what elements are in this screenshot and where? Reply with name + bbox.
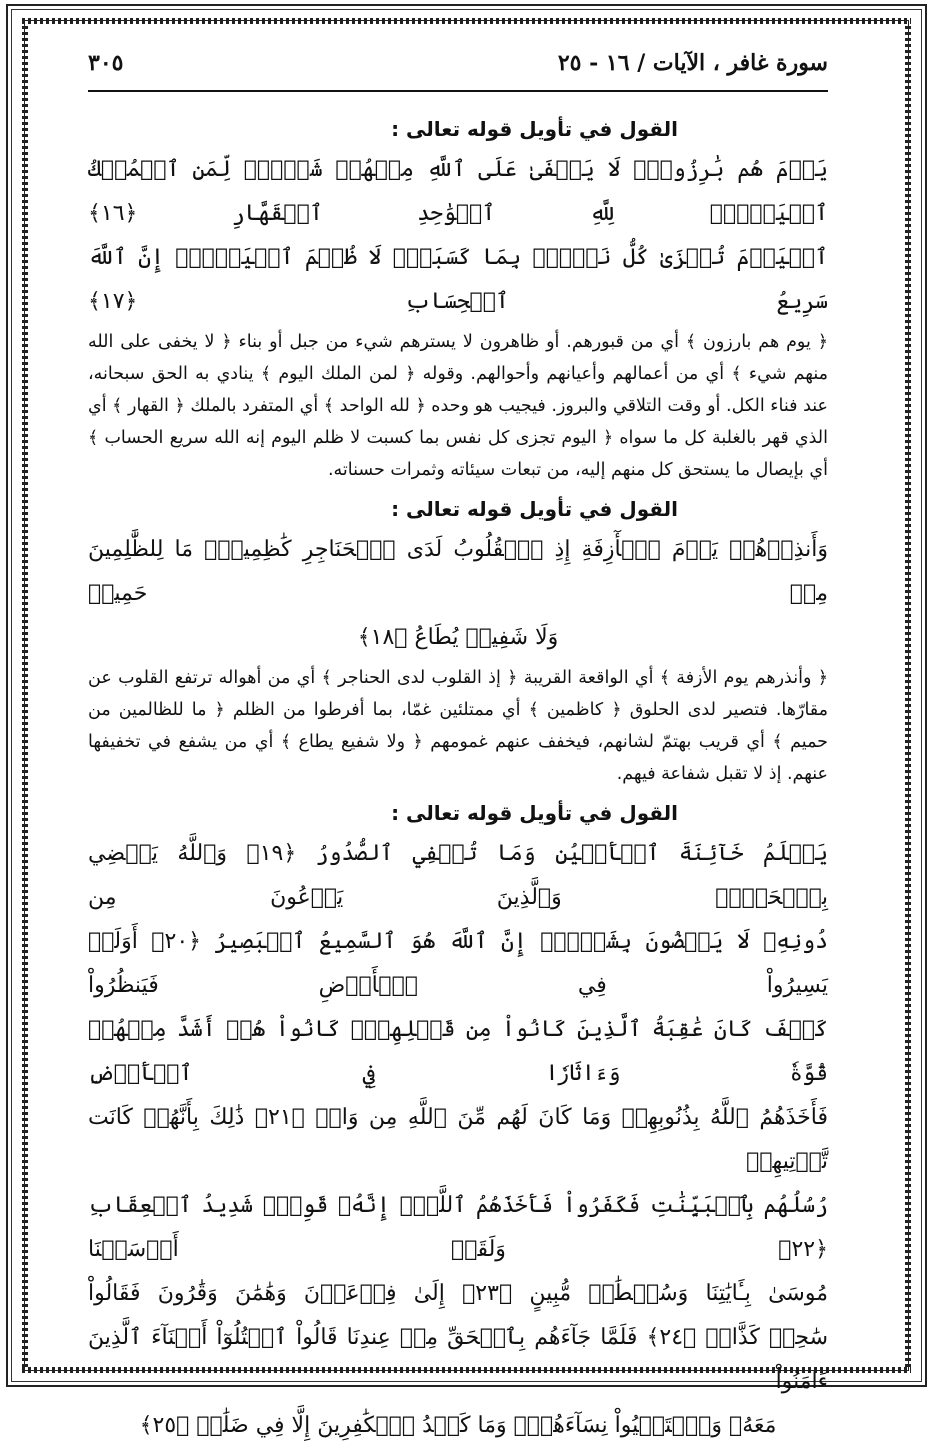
verse-line: رُسُلُهُم بِٱلۡبَيِّنَٰتِ فَكَفَرُواْ فَأَخَذَهُمُ ٱللَّهُۚ إِنَّهُۥ قَوِيّٞ شَدِيدُ ٱلۡعِقَابِ ﴿٢٢﴾ وَلَقَدۡ أَرۡسَلۡنَا — [88, 1193, 828, 1262]
verse-line: كَيۡفَ كَانَ عَٰقِبَةُ ٱلَّذِينَ كَانُواْ مِن قَبۡلِهِمۡۚ كَانُواْ هُمۡ أَشَدَّ مِنۡهُمۡ قُوَّةٗ وَءَاثَارٗا فِي ٱلۡأَرۡضِ — [88, 1017, 828, 1086]
page-content — [88, 50, 829, 1438]
verse-line: سَٰحِرٞ كَذَّابٞ ﴿٢٤﴾ فَلَمَّا جَآءَهُم بِٱلۡحَقِّ مِنۡ عِندِنَا قَالُواْ ٱقۡتُلُوٓاْ أَبۡنَآءَ ٱلَّذِينَ ءَامَنُواْ — [88, 1325, 829, 1394]
section-verse-18 — [88, 490, 828, 790]
section-verses-16-17 — [88, 110, 828, 486]
verse-line: مَعَهُۥ وَٱسۡتَحۡيُواْ نِسَآءَهُمۡۚ وَمَا كَيۡدُ ٱلۡكَٰفِرِينَ إِلَّا فِي ضَلَٰلٖ ﴿٢٥﴾ — [139, 1413, 777, 1438]
verse-line: ٱلۡيَوۡمَ تُجۡزَىٰ كُلُّ نَفۡسِۭ بِمَا كَسَبَتۡۚ لَا ظُلۡمَ ٱلۡيَوۡمَۚ إِنَّ ٱللَّهَ سَرِيعُ ٱلۡحِسَابِ ﴿١٧﴾ — [88, 245, 828, 314]
verse-line: يَوۡمَ هُم بَٰرِزُونَۖ لَا يَخۡفَىٰ عَلَى ٱللَّهِ مِنۡهُمۡ شَيۡءٞۚ لِّمَنِ ٱلۡمُلۡكُ ٱلۡيَوۡمَۖ لِلَّهِ ٱلۡوَٰحِدِ ٱلۡقَهَّارِ ﴿١٦﴾ — [88, 157, 828, 226]
page-number: ٣٠٥ — [88, 50, 124, 76]
section-heading: القول في تأويل قوله تعالى : — [391, 497, 678, 521]
verse-line: دُونِهِۦ لَا يَقۡضُونَ بِشَيۡءٍۗ إِنَّ ٱللَّهَ هُوَ ٱلسَّمِيعُ ٱلۡبَصِيرُ ﴿٢٠﴾ أَوَلَمۡ يَسِيرُواْ فِي ٱلۡأَرۡضِ فَيَنظُرُواْ — [88, 929, 828, 998]
verse-line: يَعۡلَمُ خَآئِنَةَ ٱلۡأَعۡيُنِ وَمَا تُخۡفِي ٱلصُّدُورُ ﴿١٩﴾ وَٱللَّهُ يَقۡضِي بِٱلۡحَقِّۖ وَٱلَّذِينَ يَدۡعُونَ مِن — [88, 841, 828, 910]
running-header — [88, 50, 828, 92]
commentary-paragraph: ﴿ وأنذرهم يوم الأزفة ﴾ أي الواقعة القريبة ﴿ إذ القلوب لدى الحناجر ﴾ أي من أهواله ترتفع القلوب عن مقارّها. فتصير لدى الحلوق ﴿ كاظمين ﴾ أي ممتلئين غمّا، بما أفرطوا من الظلم ﴿ ما للظالمين من حميم ﴾ أي قريب بهتمّ لشانهم، فيخفف عنهم غمومهم ﴿ ولا شفيع يطاع ﴾ أي من يشفع في تخفيفها عنهم. إذ لا تقبل شفاعة فيهم. — [88, 668, 828, 784]
surah-title: سورة غافر ، الآيات / ١٦ - ٢٥ — [557, 50, 828, 76]
section-heading: القول في تأويل قوله تعالى : — [391, 117, 678, 141]
verse-line: وَأَنذِرۡهُمۡ يَوۡمَ ٱلۡأٓزِفَةِ إِذِ ٱلۡقُلُوبُ لَدَى ٱلۡحَنَاجِرِ كَٰظِمِينَۚ مَا لِلظَّٰلِمِينَ مِنۡ حَمِيمٖ — [88, 537, 828, 606]
commentary-paragraph: ﴿ يوم هم بارزون ﴾ أي من قبورهم. أو ظاهرون لا يسترهم شيء من جبل أو بناء ﴿ لا يخفى على الله منهم شيء ﴾ أي من أعمالهم وأعيانهم وأحوالهم. وقوله ﴿ لمن الملك اليوم ﴾ ينادي به الحق سبحانه، عند فناء الكل. أو وقت التلاقي والبروز. فيجيب هو وحده ﴿ لله الواحد ﴾ أي المتفرد بالملك ﴿ القهار ﴾ أي الذي قهر بالغلبة كل ما سواه ﴿ اليوم تجزى كل نفس بما كسبت لا ظلم اليوم إنه الله سريع الحساب ﴾ أي بإيصال ما يستحق كل منهم إليه، من تبعات سيئاته وثمرات حسناته. — [88, 332, 828, 480]
section-verses-19-25 — [88, 794, 828, 1448]
verse-line: فَأَخَذَهُمُ ٱللَّهُ بِذُنُوبِهِمۡ وَمَا كَانَ لَهُم مِّنَ ٱللَّهِ مِن وَاقٖ ﴿٢١﴾ ذَٰلِكَ بِأَنَّهُمۡ كَانَت تَّأۡتِيهِمۡ — [88, 1105, 829, 1174]
verse-line: مُوسَىٰ بِـَٔايَٰتِنَا وَسُلۡطَٰنٖ مُّبِينٍ ﴿٢٣﴾ إِلَىٰ فِرۡعَوۡنَ وَهَٰمَٰنَ وَقَٰرُونَ فَقَالُواْ — [88, 1281, 828, 1306]
verse-line: وَلَا شَفِيعٖ يُطَاعُ ﴿١٨﴾ — [357, 625, 559, 650]
section-heading: القول في تأويل قوله تعالى : — [391, 801, 678, 825]
